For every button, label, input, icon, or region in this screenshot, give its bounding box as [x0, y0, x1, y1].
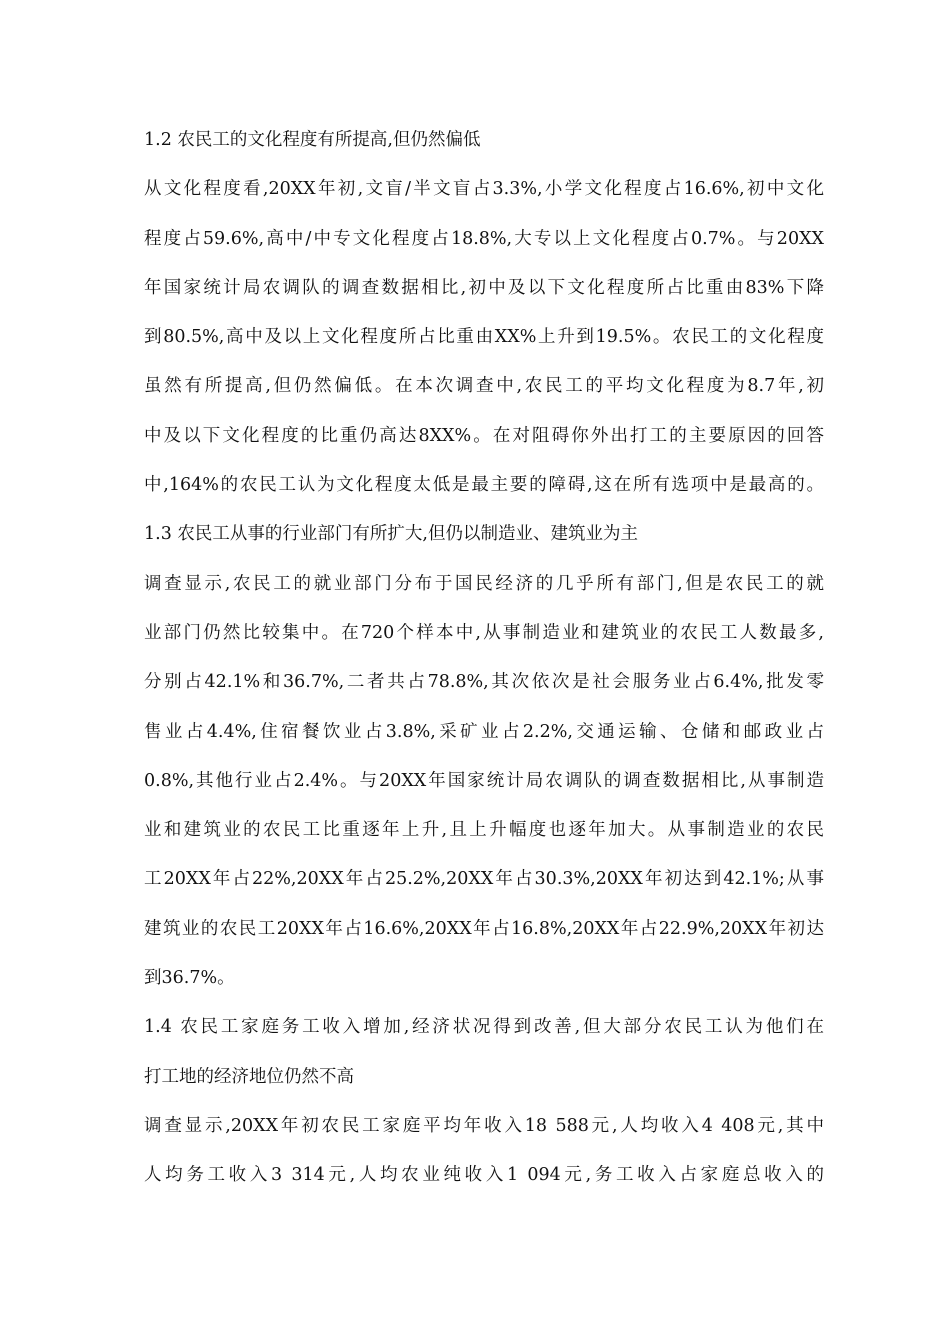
- paragraph-line: 工20XX年占22%,20XX年占25.2%,20XX年占30.3%,20XX年初达到42.1%;从事: [144, 869, 824, 890]
- paragraph-line: 业和建筑业的农民工比重逐年上升,且上升幅度也逐年加大。从事制造业的农民: [144, 820, 824, 841]
- paragraph-line: 分别占42.1%和36.7%,二者共占78.8%,其次依次是社会服务业占6.4%,批发零: [144, 672, 824, 693]
- section-heading-1-3: 1.3 农民工从事的行业部门有所扩大,但仍以制造业、建筑业为主: [144, 524, 638, 545]
- paragraph-line: 中,164%的农民工认为文化程度太低是最主要的障碍,这在所有选项中是最高的。: [144, 475, 824, 496]
- paragraph-line: 业部门仍然比较集中。在720个样本中,从事制造业和建筑业的农民工人数最多,: [144, 622, 824, 643]
- paragraph-line: 调查显示,20XX年初农民工家庭平均年收入18 588元,人均收入4 408元,其中: [144, 1115, 824, 1136]
- paragraph-line: 到80.5%,高中及以上文化程度所占比重由XX%上升到19.5%。农民工的文化程度: [144, 327, 824, 348]
- paragraph-line: 建筑业的农民工20XX年占16.6%,20XX年占16.8%,20XX年占22.9%,20XX年初达: [144, 918, 824, 939]
- paragraph-line: 中及以下文化程度的比重仍高达8XX%。在对阻碍你外出打工的主要原因的回答: [144, 425, 824, 446]
- section-heading-1-2: 1.2 农民工的文化程度有所提高,但仍然偏低: [144, 130, 481, 150]
- paragraph-line: 程度占59.6%,高中/中专文化程度占18.8%,大专以上文化程度占0.7%。与20XX: [144, 228, 824, 249]
- paragraph-line: 从文化程度看,20XX年初,文盲/半文盲占3.3%,小学文化程度占16.6%,初中文化: [144, 179, 824, 200]
- paragraph-line: 0.8%,其他行业占2.4%。与20XX年国家统计局农调队的调查数据相比,从事制造: [144, 770, 824, 791]
- document-body: [144, 116, 824, 1201]
- paragraph-line: 人均务工收入3 314元,人均农业纯收入1 094元,务工收入占家庭总收入的: [144, 1165, 824, 1186]
- section-heading-1-4: 1.4 农民工家庭务工收入增加,经济状况得到改善,但大部分农民工认为他们在: [144, 1017, 824, 1038]
- paragraph-line: 到36.7%。: [144, 968, 235, 989]
- paragraph-line: 虽然有所提高,但仍然偏低。在本次调查中,农民工的平均文化程度为8.7年,初: [144, 376, 824, 397]
- paragraph-line: 调查显示,农民工的就业部门分布于国民经济的几乎所有部门,但是农民工的就: [144, 573, 824, 594]
- paragraph-line: 年国家统计局农调队的调查数据相比,初中及以下文化程度所占比重由83%下降: [144, 277, 824, 298]
- paragraph-line: 售业占4.4%,住宿餐饮业占3.8%,采矿业占2.2%,交通运输、仓储和邮政业占: [144, 721, 824, 742]
- section-heading-1-4-cont: 打工地的经济地位仍然不高: [144, 1066, 354, 1087]
